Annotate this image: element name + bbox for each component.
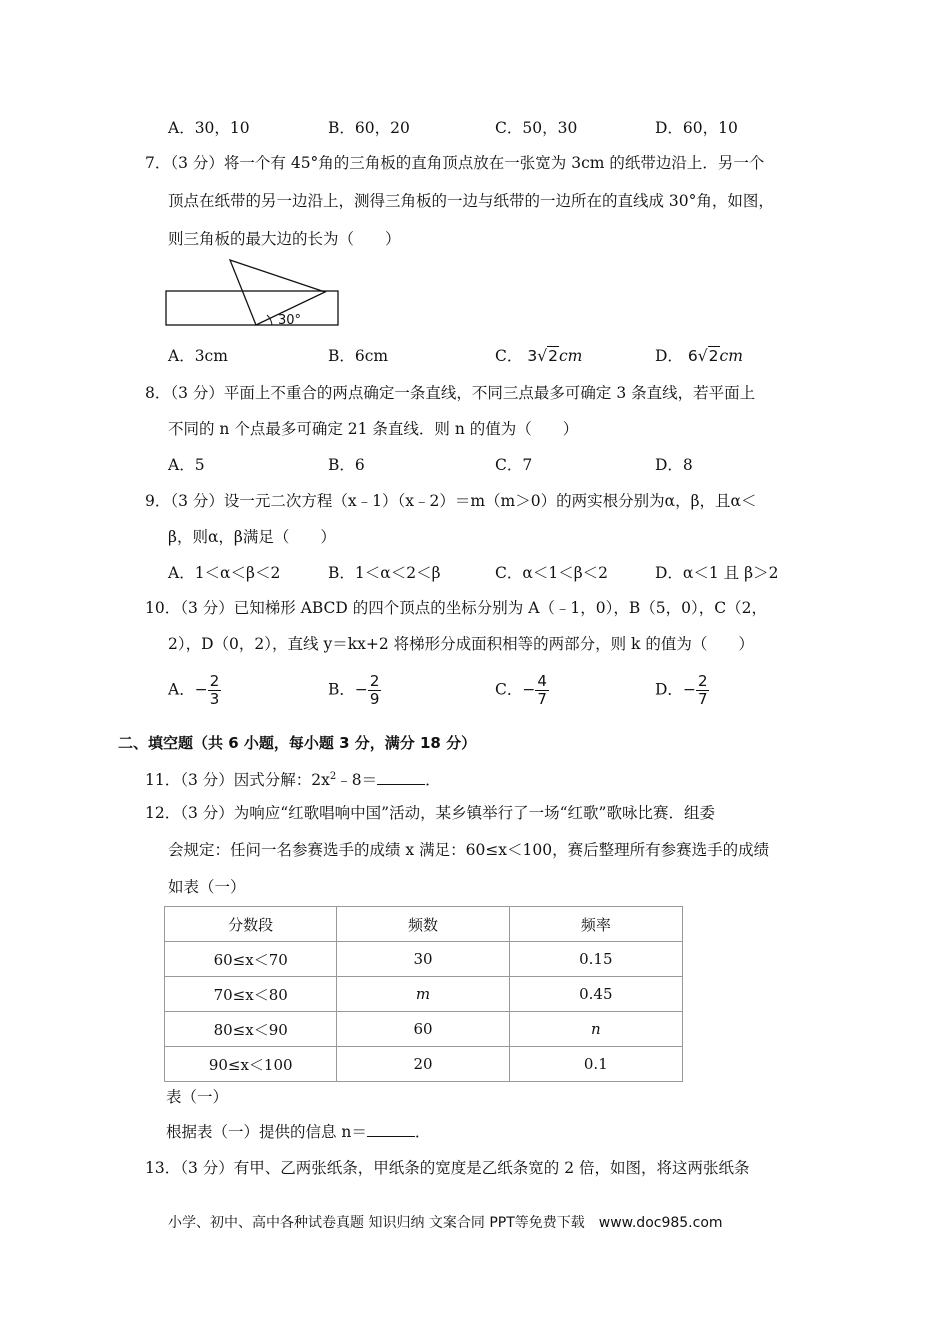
- table-cell: 60≤x＜70: [165, 942, 337, 977]
- q10-option-b-label: B．: [328, 680, 355, 699]
- q7-line-2: 顶点在纸带的另一边沿上，测得三角板的一边与纸带的一边所在的直线成 30°角，如图，: [168, 192, 774, 210]
- q10-option-a-fraction: $\frac{2}{3}$: [209, 672, 220, 708]
- q7-line-1: 7．（3 分）将一个有 45°角的三角板的直角顶点放在一张宽为 3cm 的纸带边沿上．另一个: [145, 154, 765, 172]
- table-cell: 60: [337, 1012, 509, 1047]
- table-row: [165, 942, 683, 977]
- table-header-cell: 分数段: [165, 907, 337, 942]
- q9-option-a: A．1＜α＜β＜2: [168, 564, 281, 582]
- q11-line: 11．（3 分）因式分解：$2x^2﹣8=$ ．: [145, 771, 441, 790]
- table-header-row: [165, 907, 683, 942]
- q8-option-b: B．6: [328, 456, 365, 474]
- q9-line-1: 9．（3 分）设一元二次方程（x﹣1）（x﹣2）＝m（m＞0）的两实根分别为α，β，且α＜: [145, 492, 757, 510]
- table-row: [165, 1012, 683, 1047]
- q10-option-b-fraction: $\frac{2}{9}$: [369, 672, 380, 708]
- q12-question: 根据表（一）提供的信息 n＝ ．: [166, 1123, 431, 1141]
- q8-option-a: A．5: [168, 456, 205, 474]
- table-header-cell: 频率: [509, 907, 682, 942]
- q10-option-b: B．− $\frac{2}{9}$: [328, 672, 380, 708]
- q6-option-a: A．30，10: [168, 119, 250, 137]
- q6-option-d: D．60，10: [655, 119, 738, 137]
- q9-option-b: B．1＜α＜2＜β: [328, 564, 441, 582]
- section-2-title: 二、填空题（共 6 小题，每小题 3 分，满分 18 分）: [118, 734, 477, 752]
- q10-line-2: 2），D（0，2），直线 y＝kx+2 将梯形分成面积相等的两部分，则 k 的值为（ ）: [168, 635, 754, 653]
- table-cell: 90≤x＜100: [165, 1047, 337, 1082]
- q7-option-d: D． 6√2cm: [655, 347, 743, 365]
- q7-option-c-value: 3√2: [527, 347, 558, 365]
- q7-option-c: C． 3√2cm: [495, 347, 583, 365]
- q7-option-c-label: C．: [495, 347, 523, 365]
- q7-option-b: B．6cm: [328, 347, 389, 365]
- q8-line-1: 8．（3 分）平面上不重合的两点确定一条直线，不同三点最多可确定 3 条直线，若平面上: [145, 384, 756, 402]
- table-cell: 0.15: [509, 942, 682, 977]
- q12-answer-blank[interactable]: [367, 1122, 415, 1137]
- table-row: [165, 977, 683, 1012]
- paper-strip: [166, 291, 338, 325]
- table-cell: 0.45: [509, 977, 682, 1012]
- table-caption: 表（一）: [166, 1088, 229, 1106]
- page-footer: 小学、初中、高中各种试卷真题 知识归纳 文案合同 PPT等免费下载 www.doc985.com: [168, 1215, 723, 1231]
- score-table: [164, 906, 683, 1082]
- q9-option-d: D．α＜1 且 β＞2: [655, 564, 779, 582]
- q6-option-c: C．50，30: [495, 119, 578, 137]
- q9-option-c: C．α＜1＜β＜2: [495, 564, 609, 582]
- q10-option-c-fraction: $\frac{4}{7}$: [537, 672, 547, 708]
- q13-line-1: 13．（3 分）有甲、乙两张纸条，甲纸条的宽度是乙纸条宽的 2 倍，如图，将这两张纸条: [145, 1159, 750, 1177]
- q10-option-c-label: C．: [495, 680, 523, 699]
- q10-option-a: A．− $\frac{2}{3}$: [168, 672, 220, 708]
- table-cell: 30: [337, 942, 509, 977]
- q10-line-1: 10．（3 分）已知梯形 ABCD 的四个顶点的坐标分别为 A（﹣1，0），B（5，0），C（2，: [145, 599, 767, 617]
- q10-option-d: D．− $\frac{2}{7}$: [655, 672, 708, 708]
- q7-option-a: A．3cm: [168, 347, 228, 365]
- q7-option-d-label: D．: [655, 347, 683, 365]
- q6-option-b: B．60，20: [328, 119, 410, 137]
- q10-option-a-label: A．: [168, 680, 195, 699]
- q8-option-c: C．7: [495, 456, 533, 474]
- q9-line-2: β，则α，β满足（ ）: [168, 528, 336, 546]
- table-cell: 70≤x＜80: [165, 977, 337, 1012]
- q10-option-d-fraction: $\frac{2}{7}$: [697, 672, 708, 708]
- q12-line-2: 会规定：任问一名参赛选手的成绩 x 满足：60≤x＜100，赛后整理所有参赛选手的成绩: [168, 841, 770, 859]
- q7-figure: [160, 252, 350, 332]
- angle-label: 30°: [278, 313, 302, 328]
- q7-option-d-value: 6√2: [687, 347, 719, 365]
- table-cell: m: [337, 977, 509, 1012]
- q8-option-d: D．8: [655, 456, 693, 474]
- table-row: [165, 1047, 683, 1082]
- q10-option-c: C．− $\frac{4}{7}$: [495, 672, 547, 708]
- table-cell: 80≤x＜90: [165, 1012, 337, 1047]
- table-cell: 20: [337, 1047, 509, 1082]
- q8-line-2: 不同的 n 个点最多可确定 21 条直线．则 n 的值为（ ）: [168, 420, 579, 438]
- q12-line-1: 12．（3 分）为响应“红歌唱响中国”活动，某乡镇举行了一场“红歌”歌咏比赛．组委: [145, 804, 715, 822]
- table-cell: 0.1: [509, 1047, 682, 1082]
- table-header-cell: 频数: [337, 907, 509, 942]
- q7-line-3: 则三角板的最大边的长为（ ）: [168, 230, 401, 248]
- q11-answer-blank[interactable]: [377, 770, 425, 785]
- q12-line-3: 如表（一）: [168, 878, 246, 896]
- table-cell: n: [509, 1012, 682, 1047]
- q10-option-d-label: D．: [655, 680, 683, 699]
